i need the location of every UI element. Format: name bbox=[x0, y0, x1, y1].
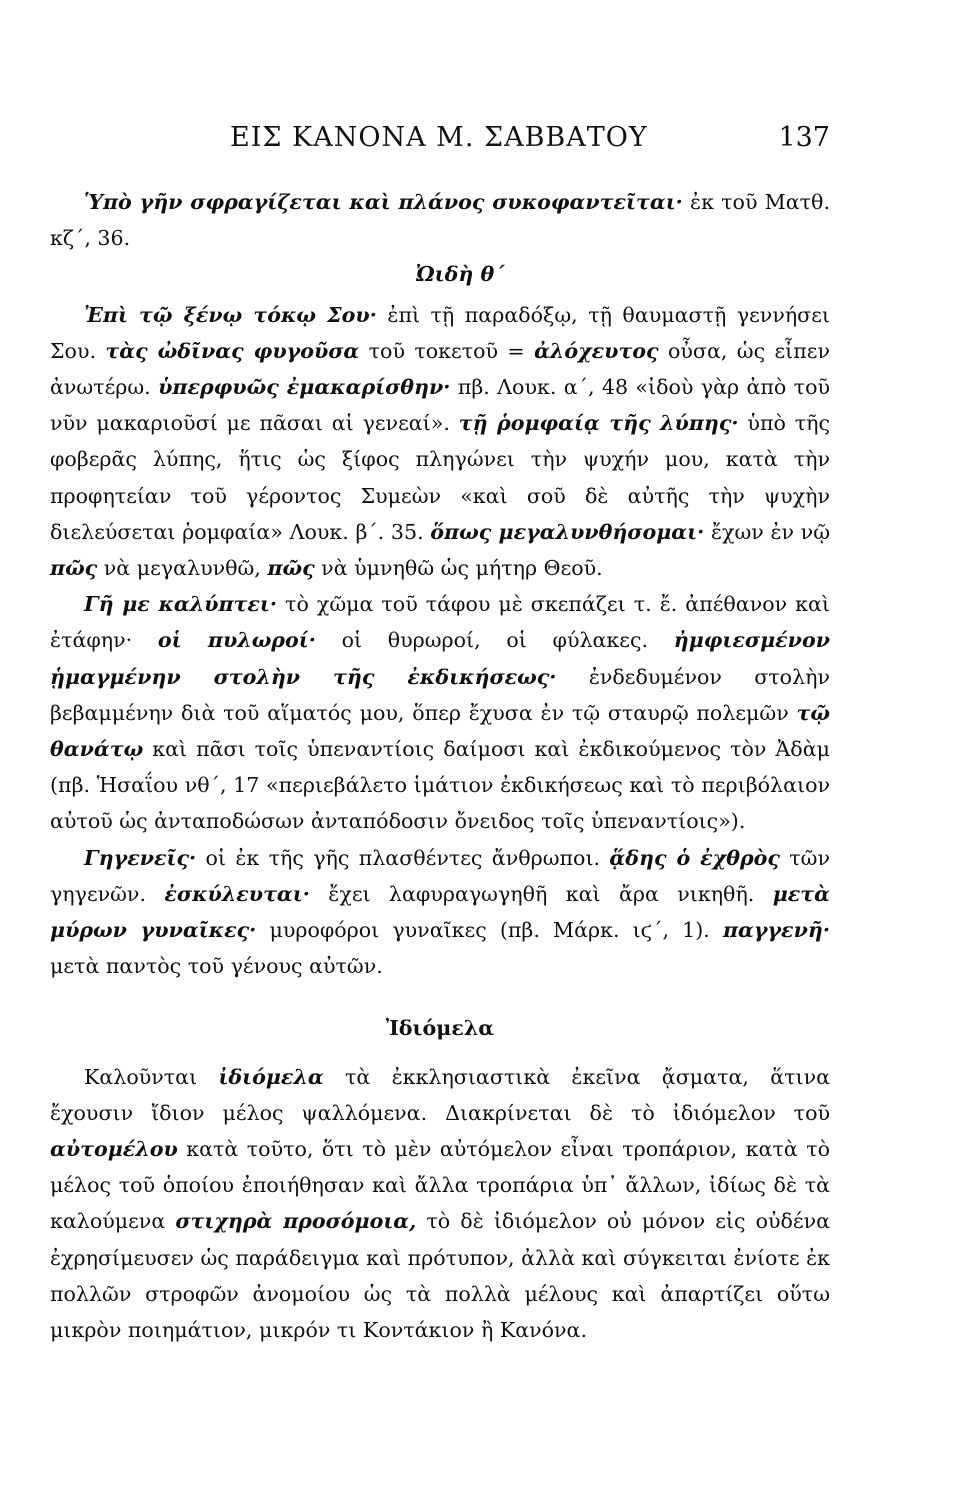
lemma: ἐσκύλευται· bbox=[164, 881, 310, 906]
paragraph-ode-commentary bbox=[50, 297, 830, 587]
gloss: οἱ ἐκ τῆς γῆς πλασθέντες ἄνθρωποι. bbox=[196, 845, 610, 870]
lemma: ὑπερφυῶς ἐμακαρίσθην· bbox=[158, 375, 451, 400]
text: τὰ ἐκκλησιαστικὰ ἐκεῖνα ᾄσματα, ἅτινα ἔχουσιν ἴδιον μέλος ψαλλόμενα. Διακρίνεται δὲ τὸ ἰδιόμελον τοῦ bbox=[50, 1064, 830, 1125]
gloss: τὸ χῶμα τοῦ τάφου μὲ σκεπάζει τ. ἔ. ἀπέθανον καὶ ἐτάφην· bbox=[50, 592, 831, 653]
page-body bbox=[50, 184, 830, 1348]
gloss: νὰ ὑμνηθῶ ὡς μήτηρ Θεοῦ. bbox=[314, 556, 603, 581]
ode-heading: Ὠιδὴ θ΄ bbox=[415, 262, 505, 287]
lemma: ᾅδης ὁ ἐχθρὸς bbox=[609, 845, 780, 870]
gloss: ἐπὶ τῇ παραδόξῳ, τῇ θαυμαστῇ γεννήσει Σου. bbox=[50, 302, 830, 363]
paragraph-matthew-reference bbox=[50, 184, 830, 256]
lemma: πῶς bbox=[50, 556, 98, 581]
term: αὐτομέλου bbox=[50, 1137, 178, 1162]
gloss: μυροφόροι γυναῖκες (πβ. Μάρκ. ιϛ΄, 1). bbox=[256, 918, 723, 943]
lemma: τῷ θανάτῳ bbox=[50, 700, 830, 762]
term: ἰδιόμελα bbox=[218, 1064, 324, 1089]
paragraph-earthborn bbox=[50, 840, 830, 985]
lemma: μετὰ μύρων γυναῖκες· bbox=[50, 881, 831, 943]
term: στιχηρὰ προσόμοια, bbox=[175, 1209, 417, 1234]
lemma: οἱ πυλωροί· bbox=[157, 628, 316, 653]
gloss: ἐκ τοῦ Ματθ. κζ΄, 36. bbox=[50, 190, 831, 251]
gloss: τοῦ τοκετοῦ = bbox=[359, 338, 535, 363]
lemma: ἠμφιεσμένον ᾑμαγμένην στολὴν τῆς ἐκδικήσεως· bbox=[50, 628, 830, 689]
gloss: ὑπὸ τῆς φοβερᾶς λύπης, ἥτις ὡς ξίφος πληγώνει τὴν ψυχήν μου, κατὰ τὴν προφητείαν τοῦ γέροντος Συμεὼν «καὶ σοῦ δὲ αὐτῆς τὴν ψυχὴν διελεύσεται ῥομφαία» Λουκ. β΄. 35. bbox=[50, 411, 830, 544]
gloss: οἱ θυρωροί, οἱ φύλακες. bbox=[315, 628, 674, 653]
gloss: ἐνδεδυμένον στολὴν βεβαμμένην διὰ τοῦ αἵματός μου, ὅπερ ἔχυσα ἐν τῷ σταυρῷ πολεμῶν bbox=[50, 664, 830, 725]
text: τὸ δὲ ἰδιόμελον οὐ μόνον εἰς οὐδένα ἐχρησίμευσεν ὡς παράδειγμα καὶ πρότυπον, ἀλλὰ καὶ σύγκειται ἐνίοτε ἐκ πολλῶν στροφῶν ἀνομοίου ὡς τὰ πολλὰ μέλους καὶ ἀπαρτίζει οὕτω μικρὸν ποιημάτιον, μικρόν τι Κοντάκιον ἢ Κανόνα. bbox=[50, 1209, 831, 1343]
gloss: νὰ μεγαλυνθῶ, bbox=[97, 556, 268, 581]
lemma: τῇ ῥομφαίᾳ τῆς λύπης· bbox=[458, 411, 739, 436]
lemma: πῶς bbox=[267, 556, 315, 581]
gloss: καὶ πᾶσι τοῖς ὑπεναντίοις δαίμοσι καὶ ἐκδικούμενος τὸν Ἀδὰμ (πβ. Ἡσαΐου νθ΄, 17 «περιεβάλετο ἱμάτιον ἐκδικήσεως καὶ τὸ περιβόλαιον αὐτοῦ ὡς ἀνταποδώσων ἀνταπόδοσιν ὄνειδος τοῖς ὑπεναντίοις»). bbox=[50, 737, 830, 834]
running-head: ΕΙΣ ΚΑΝΟΝΑ Μ. ΣΑΒΒΑΤΟΥ bbox=[230, 122, 648, 153]
gloss: τῶν γηγενῶν. bbox=[50, 845, 830, 906]
lemma: Ὑπὸ γῆν σφραγίζεται καὶ πλάνος συκοφαντεῖται· bbox=[84, 190, 683, 214]
text: Καλοῦνται bbox=[84, 1064, 219, 1089]
gloss: ἔχων ἐν νῷ bbox=[704, 519, 830, 544]
lemma: Ἐπὶ τῷ ξένῳ τόκῳ Σου· bbox=[84, 302, 377, 327]
gloss: ἔχει λαφυραγωγηθῆ καὶ ἄρα νικηθῆ. bbox=[309, 881, 773, 906]
section-heading-idiomela: Ἰδιόμελα bbox=[385, 1016, 495, 1041]
paragraph-idiomela-definition bbox=[50, 1059, 830, 1349]
lemma: ἀλόχευτος bbox=[534, 338, 659, 363]
gloss: οὖσα, ὡς εἶπεν ἀνωτέρω. bbox=[50, 338, 830, 400]
lemma: παγγενῆ· bbox=[722, 918, 830, 943]
page-number: 137 bbox=[778, 122, 830, 153]
lemma: Γηγενεῖς· bbox=[84, 845, 197, 870]
text: κατὰ τοῦτο, ὅτι τὸ μὲν αὐτόμελον εἶναι τροπάριον, κατὰ τὸ μέλος τοῦ ὁποίου ἐποιήθησαν καὶ ἄλλα τροπάρια ὑπ᾽ ἄλλων, ἰδίως δὲ τὰ καλούμενα bbox=[50, 1137, 830, 1234]
page-header bbox=[60, 122, 830, 162]
gloss: μετὰ παντὸς τοῦ γένους αὐτῶν. bbox=[50, 954, 383, 979]
lemma: ὅπως μεγαλυνθήσομαι· bbox=[430, 519, 705, 544]
lemma: Γῆ με καλύπτει· bbox=[84, 592, 278, 617]
paragraph-earth-covers bbox=[50, 586, 830, 839]
lemma: τὰς ὠδῖνας φυγοῦσα bbox=[105, 338, 360, 363]
gloss: πβ. Λουκ. α΄, 48 «ἰδοὺ γὰρ ἀπὸ τοῦ νῦν μακαριοῦσί με πᾶσαι αἱ γενεαί». bbox=[50, 375, 830, 436]
